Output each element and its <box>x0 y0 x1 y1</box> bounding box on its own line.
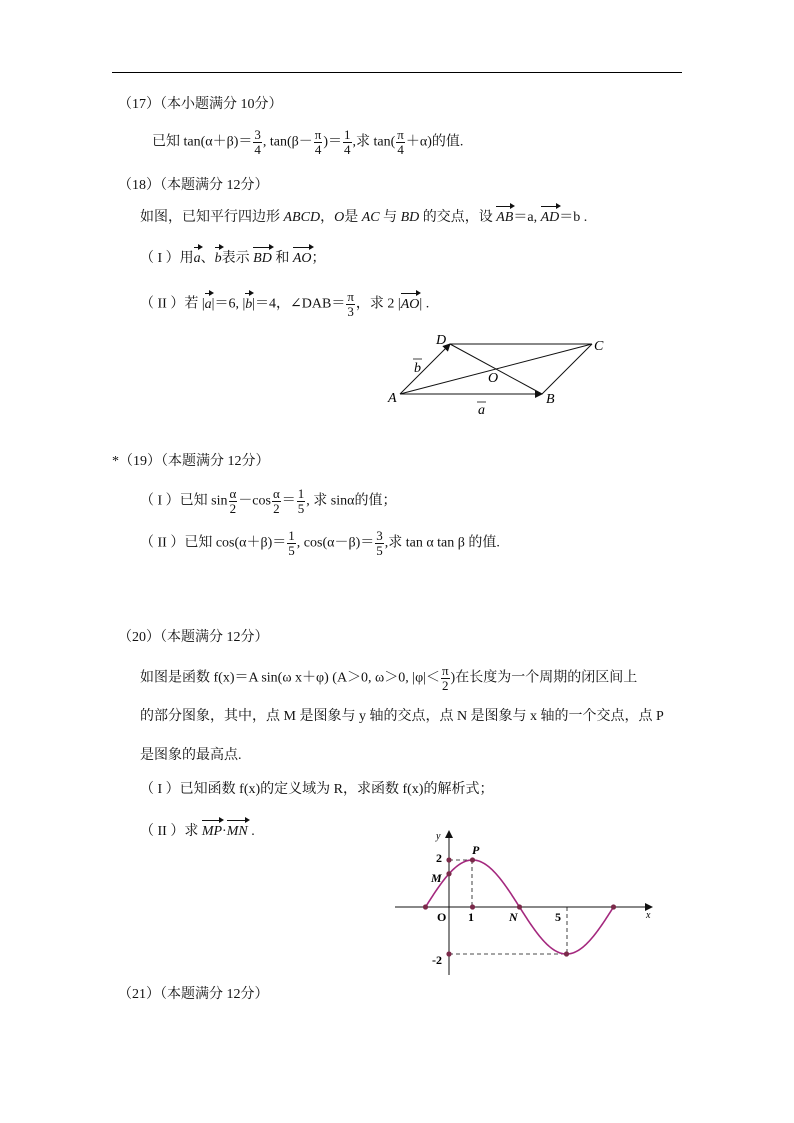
point-yneg2 <box>446 951 451 956</box>
origin-label: O <box>437 910 447 924</box>
q17-heading: （17）（本小题满分 10分） <box>118 97 283 112</box>
vector-ao: AO <box>293 249 312 269</box>
q18-part2: （ II ）若 |a|＝6, |b|＝4，∠DAB＝ $\frac{\pi}{3}$ ，求 2 |AO| . <box>140 289 430 319</box>
vector-ad: AD <box>541 208 560 228</box>
point-y2 <box>446 857 451 862</box>
label-vector-b: b <box>414 361 421 376</box>
fraction: $\frac{\pi}{2}$ <box>441 663 449 693</box>
sine-graph-figure <box>390 825 665 980</box>
side-bc <box>542 344 592 394</box>
q20-statement-line2: 的部分图象，其中，点 M 是图象与 y 轴的交点，点 N 是图象与 x 轴的一个交点，点 P <box>140 709 664 724</box>
q21-heading: （21）（本题满分 12分） <box>118 987 269 1002</box>
label-c-point: C <box>594 339 604 354</box>
point-m <box>446 871 451 876</box>
q19-heading: *（19）（本题满分 12分） <box>112 454 270 469</box>
fraction: $\frac{1}{5}$ <box>288 528 295 558</box>
point-n-label: N <box>509 910 518 924</box>
fraction: $\frac{\pi}{3}$ <box>347 289 354 319</box>
fraction: $\frac{3}{5}$ <box>376 528 383 558</box>
point-n <box>517 904 522 909</box>
q18-statement: 如图，已知平行四边形 ABCD，O是 AC 与 BD 的交点，设 AB＝a, AD＝b . <box>140 208 587 228</box>
label-o-point: O <box>488 371 499 386</box>
fraction: $\frac{\pi}{4}$ <box>314 127 322 157</box>
q17-statement: 已知 tan(α＋β)＝ $\frac{3}{4}$ , tan(β－ $\frac{\pi}{4}$ )＝ $\frac{1}{4}$ ,求 tan( $\frac{\pi}{4}$ ＋α)的值. <box>152 127 464 157</box>
point-right-zero <box>611 904 616 909</box>
y-tick-2: 2 <box>436 851 442 865</box>
q18-part1: （ I ）用a、b表示 BD 和 AO； <box>140 249 326 269</box>
label-a-point: A <box>388 391 397 406</box>
q20-part2: （ II ）求 MP·MN . <box>140 822 255 842</box>
fraction: $\frac{\pi}{4}$ <box>397 127 404 157</box>
q20-statement-line3: 是图象的最高点. <box>140 748 242 763</box>
vector-bd: BD <box>253 249 272 269</box>
parallelogram-figure <box>380 325 620 425</box>
q20-part1: （ I ）已知函数 f(x)的定义域为 R，求函数 f(x)的解析式； <box>140 782 494 797</box>
vector-mn: MN <box>227 822 248 842</box>
vector-mp: MP <box>202 822 222 842</box>
label-vector-a: a <box>478 403 485 418</box>
q19-part2: （ II ）已知 cos(α＋β)＝ $\frac{1}{5}$ , cos(α－β)＝ $\frac{3}{5}$ ,求 tan α tan β 的值. <box>140 528 500 558</box>
point-p <box>470 857 475 862</box>
point-m-label: M <box>431 871 442 885</box>
y-axis-label: y <box>436 831 441 842</box>
point-min <box>564 951 569 956</box>
fraction: $\frac{\alpha}{2}$ <box>272 486 280 516</box>
x-tick-5: 5 <box>555 910 561 924</box>
vector-ab: AB <box>496 208 513 228</box>
fraction: $\frac{\alpha}{2}$ <box>229 486 237 516</box>
q20-heading: （20）（本题满分 12分） <box>118 630 269 645</box>
side-ad <box>400 344 450 394</box>
fraction: $\frac{3}{4}$ <box>254 127 261 157</box>
point-p-label: P <box>472 843 480 857</box>
label-b-point: B <box>546 392 555 407</box>
label-d-point: D <box>436 333 447 348</box>
point-x1 <box>470 904 475 909</box>
q19-part1: （ I ）已知 sin $\frac{\alpha}{2}$ －cos $\frac{\alpha}{2}$ ＝ $\frac{1}{5}$ , 求 sinα的值； <box>140 486 397 516</box>
x-tick-1: 1 <box>468 910 474 924</box>
q18-heading: （18）（本题满分 12分） <box>118 178 269 193</box>
fraction: $\frac{1}{4}$ <box>344 127 351 157</box>
point-left-zero <box>423 904 428 909</box>
diagonal-bd <box>450 344 542 394</box>
fraction: $\frac{1}{5}$ <box>297 486 305 516</box>
top-rule <box>112 72 682 73</box>
x-axis-label: x <box>646 910 651 921</box>
y-tick-neg2: -2 <box>432 953 442 967</box>
q20-statement-line1: 如图是函数 f(x)＝A sin(ω x＋φ) (A＞0, ω＞0, |φ|＜ $\frac{\pi}{2}$ )在长度为一个周期的闭区间上 <box>140 663 638 693</box>
